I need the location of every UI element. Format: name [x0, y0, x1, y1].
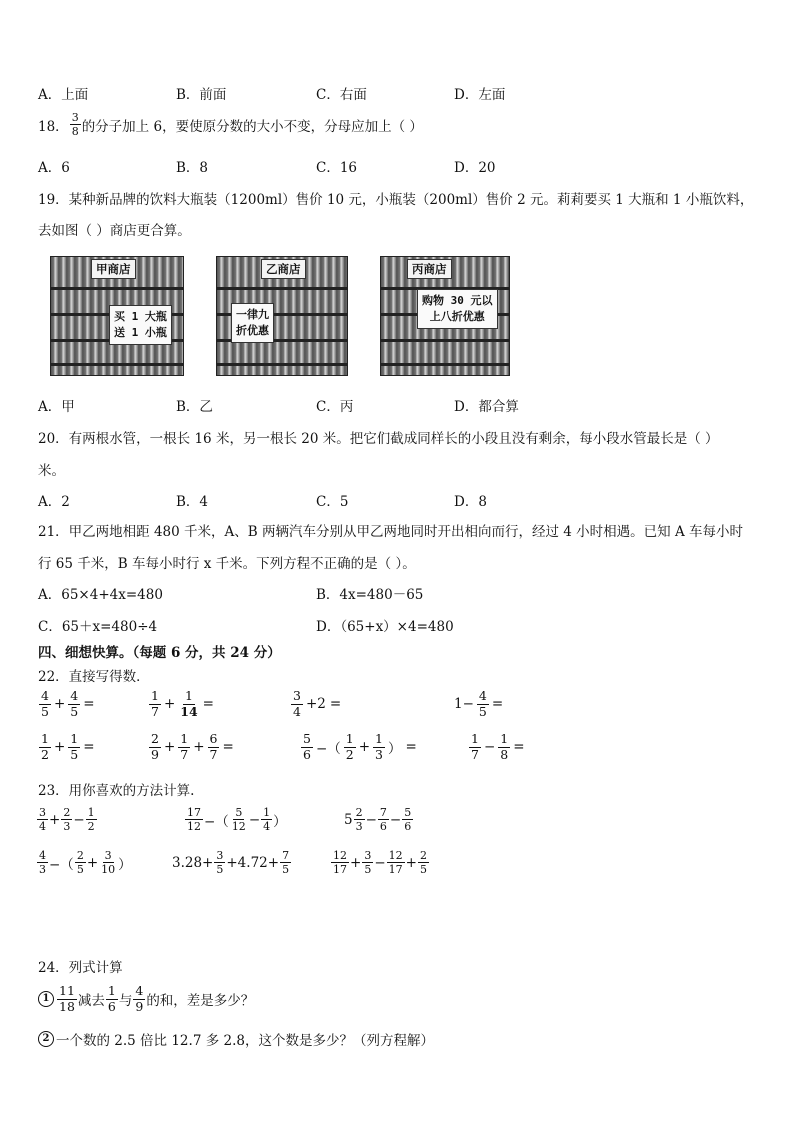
q18-option-b: B．8 [176, 160, 209, 176]
q22-expr-2: $\frac{1}{7}$ + $\frac{1}{14}$ = [151, 688, 214, 719]
q22-expr-5: $\frac{1}{2}$ + $\frac{1}{5}$ = [41, 731, 95, 762]
q20-option-b: B．4 [176, 494, 209, 510]
section4-title: 四、细想快算。（每题 6 分，共 24 分） [38, 645, 281, 661]
q22-expr-1: $\frac{4}{5}$ + $\frac{4}{5}$ = [41, 688, 95, 719]
q17-option-a: A．上面 [38, 87, 89, 103]
q18-question [38, 112, 423, 137]
q19-option-c: C．丙 [316, 399, 354, 415]
q22-title: 22．直接写得数． [38, 669, 150, 685]
q21-option-d: D．（65+x）×4=480 [316, 619, 454, 635]
q22-expr-7: $\frac{5}{6}$ −（ $\frac{1}{2}$ + $\frac{1}{3}$ ） = [303, 731, 417, 762]
q19-line2: 去如图（ ）商店更合算。 [38, 223, 191, 239]
q21-option-a: A．65×4+4x=480 [38, 587, 163, 603]
q17-option-d: D．左面 [454, 87, 506, 103]
q24-item-1: 1 $\frac{11}{18}$ 减去 $\frac{1}{6}$ 与 $\frac{4}{9}$ 的和，差是多少？ [38, 985, 254, 1013]
q23-expr-1: $\frac{3}{4}$ + $\frac{2}{3}$ − $\frac{1}{2}$ [39, 806, 95, 833]
q23-expr-5: 3.28+ $\frac{3}{5}$ +4.72+ $\frac{7}{5}$ [172, 849, 290, 876]
q21-line2: 行 65 千米，B 车每小时行 x 千米。下列方程不正确的是（ ）。 [38, 556, 416, 572]
shop-jia-sign: 买 1 大瓶 送 1 小瓶 [109, 305, 172, 345]
q18-option-d: D．20 [454, 160, 496, 176]
q20-line2: 米。 [38, 463, 65, 479]
shop-bing-title: 丙商店 [407, 259, 452, 279]
q23-expr-2: $\frac{17}{12}$ −（ $\frac{5}{12}$ − $\frac{1}{4}$ ） [187, 806, 287, 833]
q23-expr-3: 5 $\frac{2}{3}$ − $\frac{7}{6}$ − $\frac{5}{6}$ [344, 806, 412, 833]
shop-jia-photo [50, 256, 184, 376]
q19-option-b: B．乙 [176, 399, 213, 415]
q21-option-b: B．4x=480－65 [316, 587, 424, 603]
q20-line1: 20．有两根水管，一根长 16 米，另一根长 20 米。把它们截成同样长的小段且没有剩余，每小段水管最长是（ ） [38, 431, 719, 447]
q20-option-c: C．5 [316, 494, 349, 510]
shop-yi-photo [216, 256, 348, 376]
q22-expr-8: $\frac{1}{7}$ − $\frac{1}{8}$ = [471, 731, 525, 762]
circled-number-2: 2 [38, 1031, 54, 1047]
q18-number: 18． [38, 118, 69, 135]
shop-yi-sign: 一律九 折优惠 [231, 303, 274, 343]
q18-option-a: A．6 [38, 160, 70, 176]
q20-option-a: A．2 [38, 494, 70, 510]
q22-expr-6: $\frac{2}{9}$ + $\frac{1}{7}$ + $\frac{6}{7}$ = [151, 731, 234, 762]
q22-expr-3: $\frac{3}{4}$ +2 = [293, 688, 342, 719]
shop-bing-sign: 购物 30 元以 上八折优惠 [417, 289, 498, 329]
shop-bing-photo [380, 256, 510, 376]
shop-yi-title: 乙商店 [261, 259, 306, 279]
q17-option-b: B．前面 [176, 87, 227, 103]
q18-fraction: $\frac{3}{8}$ [71, 111, 79, 138]
q19-option-d: D．都合算 [454, 399, 519, 415]
q20-option-d: D．8 [454, 494, 487, 510]
q24-title: 24．列式计算 [38, 960, 123, 976]
q18-option-c: C．16 [316, 160, 358, 176]
q19-option-a: A．甲 [38, 399, 75, 415]
circled-number-1: 1 [38, 991, 54, 1007]
q22-expr-4: 1− $\frac{4}{5}$ = [454, 688, 504, 719]
q17-option-c: C．右面 [316, 87, 367, 103]
shop-jia-title: 甲商店 [91, 259, 136, 279]
q24-item-2: 2 一个数的 2.5 倍比 12.7 多 2.8，这个数是多少？（列方程解） [38, 1029, 434, 1049]
q23-expr-6: $\frac{12}{17}$ + $\frac{3}{5}$ − $\frac{12}{17}$ + $\frac{2}{5}$ [333, 849, 427, 876]
q23-expr-4: $\frac{4}{3}$ −（ $\frac{2}{5}$ + $\frac{3}{10}$ ） [39, 849, 132, 876]
q19-line1: 19．某种新品牌的饮料大瓶装（1200ml）售价 10 元，小瓶装（200ml）售价 2 元。莉莉要买 1 大瓶和 1 小瓶饮料， [38, 192, 754, 208]
q21-line1: 21．甲乙两地相距 480 千米，A、B 两辆汽车分别从甲乙两地同时开出相向而行，经过 4 小时相遇。已知 A 车每小时 [38, 524, 743, 540]
q18-text: 的分子加上 6，要使原分数的大小不变，分母应加上（ ） [81, 118, 423, 135]
q21-option-c: C．65＋x=480÷4 [38, 619, 158, 635]
q23-title: 23．用你喜欢的方法计算. [38, 783, 195, 799]
